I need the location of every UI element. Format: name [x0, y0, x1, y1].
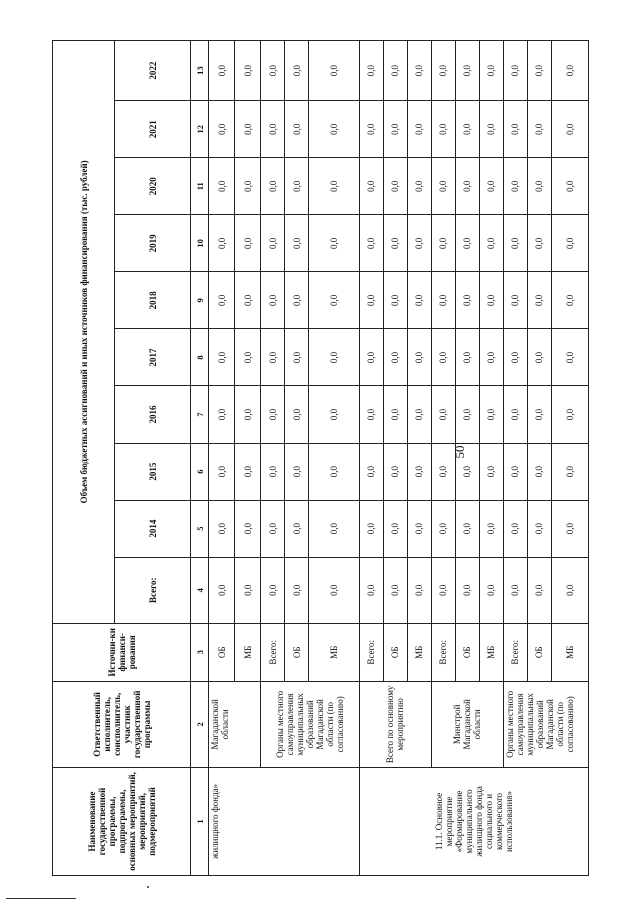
- column-number: 1: [191, 767, 209, 875]
- value-cell: 0,0: [309, 443, 359, 500]
- value-cell: 0,0: [527, 41, 551, 101]
- value-cell: 0,0: [527, 215, 551, 272]
- activity-name-cell: 11.1. Основное мероприятие «Формирование муниципального жилищного фонда социального и коммерческого использования»: [359, 767, 588, 875]
- value-cell: 0,0: [309, 215, 359, 272]
- responsible-cell: Магаданской области: [209, 681, 261, 767]
- value-cell: 0,0: [479, 215, 503, 272]
- value-cell: 0,0: [407, 101, 431, 158]
- value-cell: 0,0: [359, 272, 383, 329]
- value-cell: 0,0: [359, 557, 383, 623]
- header-volume-title: Объем бюджетных ассигнований и иных источников финансирования (тыс. рублей): [53, 41, 115, 624]
- value-cell: 0,0: [285, 443, 309, 500]
- value-cell: 0,0: [455, 101, 479, 158]
- value-cell: 0,0: [479, 500, 503, 557]
- table-row: [503, 41, 527, 876]
- source-cell: МБ: [479, 623, 503, 681]
- value-cell: 0,0: [359, 41, 383, 101]
- source-cell: ОБ: [285, 623, 309, 681]
- header-year: 2021: [115, 101, 191, 158]
- column-number: 6: [191, 443, 209, 500]
- value-cell: 0,0: [209, 158, 235, 215]
- column-number: 2: [191, 681, 209, 767]
- source-cell: ОБ: [455, 623, 479, 681]
- value-cell: 0,0: [407, 215, 431, 272]
- rotated-table-container: [52, 40, 589, 876]
- value-cell: 0,0: [407, 557, 431, 623]
- responsible-cell: Органы местного самоуправления муниципальных образований Магаданской области (по согласованию): [261, 681, 359, 767]
- value-cell: 0,0: [431, 158, 455, 215]
- value-cell: 0,0: [527, 386, 551, 443]
- value-cell: 0,0: [383, 557, 407, 623]
- value-cell: 0,0: [527, 329, 551, 386]
- value-cell: 0,0: [359, 329, 383, 386]
- value-cell: 0,0: [261, 557, 285, 623]
- value-cell: 0,0: [285, 272, 309, 329]
- value-cell: 0,0: [551, 101, 588, 158]
- column-number: 10: [191, 215, 209, 272]
- value-cell: 0,0: [407, 158, 431, 215]
- header-year: 2020: [115, 158, 191, 215]
- value-cell: 0,0: [359, 443, 383, 500]
- value-cell: 0,0: [261, 272, 285, 329]
- value-cell: 0,0: [209, 557, 235, 623]
- value-cell: 0,0: [503, 215, 527, 272]
- value-cell: 0,0: [551, 500, 588, 557]
- source-cell: Всего:: [261, 623, 285, 681]
- value-cell: 0,0: [503, 329, 527, 386]
- program-name-cell: жилищного фонда»: [209, 767, 360, 875]
- value-cell: 0,0: [383, 443, 407, 500]
- value-cell: 0,0: [455, 329, 479, 386]
- source-cell: МБ: [235, 623, 261, 681]
- value-cell: 0,0: [309, 500, 359, 557]
- value-cell: 0,0: [285, 215, 309, 272]
- value-cell: 0,0: [359, 158, 383, 215]
- value-cell: 0,0: [455, 215, 479, 272]
- column-number: 7: [191, 386, 209, 443]
- value-cell: 0,0: [431, 443, 455, 500]
- value-cell: 0,0: [309, 158, 359, 215]
- value-cell: 0,0: [431, 41, 455, 101]
- value-cell: 0,0: [383, 500, 407, 557]
- value-cell: 0,0: [479, 386, 503, 443]
- value-cell: 0,0: [235, 329, 261, 386]
- value-cell: 0,0: [527, 158, 551, 215]
- value-cell: 0,0: [503, 272, 527, 329]
- value-cell: 0,0: [261, 101, 285, 158]
- value-cell: 0,0: [261, 386, 285, 443]
- value-cell: 0,0: [309, 101, 359, 158]
- value-cell: 0,0: [431, 386, 455, 443]
- value-cell: 0,0: [235, 386, 261, 443]
- value-cell: 0,0: [285, 557, 309, 623]
- value-cell: 0,0: [527, 500, 551, 557]
- value-cell: 0,0: [551, 41, 588, 101]
- value-cell: 0,0: [209, 500, 235, 557]
- value-cell: 0,0: [479, 272, 503, 329]
- value-cell: 0,0: [551, 557, 588, 623]
- value-cell: 0,0: [261, 215, 285, 272]
- value-cell: 0,0: [407, 272, 431, 329]
- value-cell: 0,0: [235, 272, 261, 329]
- header-year: 2015: [115, 443, 191, 500]
- value-cell: 0,0: [407, 443, 431, 500]
- header-name: Наименование государственной программы, подпрограммы, основных мероприятий, мероприятий, подмероприятий: [53, 767, 191, 875]
- value-cell: 0,0: [235, 101, 261, 158]
- header-year: 2019: [115, 215, 191, 272]
- value-cell: 0,0: [261, 158, 285, 215]
- column-number: 12: [191, 101, 209, 158]
- value-cell: 0,0: [235, 557, 261, 623]
- value-cell: 0,0: [503, 386, 527, 443]
- value-cell: 0,0: [503, 443, 527, 500]
- header-year: 2017: [115, 329, 191, 386]
- value-cell: 0,0: [551, 443, 588, 500]
- header-total: Всего:: [115, 557, 191, 623]
- value-cell: 0,0: [383, 272, 407, 329]
- value-cell: 0,0: [209, 272, 235, 329]
- value-cell: 0,0: [235, 41, 261, 101]
- value-cell: 0,0: [503, 557, 527, 623]
- value-cell: 0,0: [383, 215, 407, 272]
- value-cell: 0,0: [407, 41, 431, 101]
- column-number: 8: [191, 329, 209, 386]
- value-cell: 0,0: [431, 557, 455, 623]
- source-cell: ОБ: [209, 623, 235, 681]
- source-cell: ОБ: [527, 623, 551, 681]
- value-cell: 0,0: [431, 329, 455, 386]
- value-cell: 0,0: [551, 272, 588, 329]
- value-cell: 0,0: [235, 158, 261, 215]
- value-cell: 0,0: [285, 329, 309, 386]
- value-cell: 0,0: [209, 329, 235, 386]
- column-number: 5: [191, 500, 209, 557]
- value-cell: 0,0: [431, 215, 455, 272]
- value-cell: 0,0: [455, 500, 479, 557]
- column-number: 13: [191, 41, 209, 101]
- value-cell: 0,0: [309, 557, 359, 623]
- value-cell: 0,0: [407, 386, 431, 443]
- value-cell: 0,0: [551, 215, 588, 272]
- header-responsible: Ответственный исполнитель, соисполнитель, участник государственной программы: [53, 681, 191, 767]
- value-cell: 0,0: [209, 215, 235, 272]
- value-cell: 0,0: [261, 443, 285, 500]
- value-cell: 0,0: [479, 158, 503, 215]
- column-number: 3: [191, 623, 209, 681]
- page-number: 50: [452, 445, 467, 459]
- value-cell: 0,0: [455, 272, 479, 329]
- value-cell: 0,0: [551, 329, 588, 386]
- value-cell: 0,0: [309, 386, 359, 443]
- value-cell: 0,0: [235, 500, 261, 557]
- value-cell: 0,0: [383, 41, 407, 101]
- value-cell: 0,0: [309, 272, 359, 329]
- responsible-cell: Всего по основному мероприятию: [359, 681, 431, 767]
- value-cell: 0,0: [209, 101, 235, 158]
- value-cell: 0,0: [503, 101, 527, 158]
- source-cell: ОБ: [383, 623, 407, 681]
- value-cell: 0,0: [527, 443, 551, 500]
- source-cell: МБ: [309, 623, 359, 681]
- value-cell: 0,0: [431, 500, 455, 557]
- value-cell: 0,0: [479, 557, 503, 623]
- value-cell: 0,0: [359, 386, 383, 443]
- value-cell: 0,0: [383, 158, 407, 215]
- header-year: 2022: [115, 41, 191, 101]
- header-year: 2014: [115, 500, 191, 557]
- value-cell: 0,0: [309, 41, 359, 101]
- value-cell: 0,0: [285, 386, 309, 443]
- footnote-rule: [6, 898, 76, 899]
- value-cell: 0,0: [359, 215, 383, 272]
- value-cell: 0,0: [527, 272, 551, 329]
- value-cell: 0,0: [455, 557, 479, 623]
- value-cell: 0,0: [209, 386, 235, 443]
- value-cell: 0,0: [527, 557, 551, 623]
- source-cell: МБ: [407, 623, 431, 681]
- column-number: 4: [191, 557, 209, 623]
- responsible-cell: Органы местного самоуправления муниципальных образований Магаданской области (по согласованию): [503, 681, 588, 767]
- column-number: 11: [191, 158, 209, 215]
- source-cell: Всего:: [503, 623, 527, 681]
- value-cell: 0,0: [359, 500, 383, 557]
- value-cell: 0,0: [261, 500, 285, 557]
- financing-table: [52, 40, 589, 876]
- value-cell: 0,0: [503, 158, 527, 215]
- value-cell: 0,0: [455, 158, 479, 215]
- value-cell: 0,0: [285, 41, 309, 101]
- value-cell: 0,0: [503, 41, 527, 101]
- value-cell: 0,0: [209, 41, 235, 101]
- value-cell: 0,0: [285, 158, 309, 215]
- value-cell: 0,0: [235, 443, 261, 500]
- value-cell: 0,0: [503, 500, 527, 557]
- value-cell: 0,0: [551, 158, 588, 215]
- table-row: [261, 41, 285, 876]
- value-cell: 0,0: [383, 329, 407, 386]
- header-year: 2016: [115, 386, 191, 443]
- header-source: Источни-ки финанси-рования: [53, 623, 191, 681]
- column-number: 9: [191, 272, 209, 329]
- value-cell: 0,0: [285, 101, 309, 158]
- value-cell: 0,0: [455, 386, 479, 443]
- value-cell: 0,0: [527, 101, 551, 158]
- value-cell: 0,0: [479, 101, 503, 158]
- header-year: 2018: [115, 272, 191, 329]
- value-cell: 0,0: [285, 500, 309, 557]
- value-cell: 0,0: [431, 272, 455, 329]
- source-cell: Всего:: [359, 623, 383, 681]
- value-cell: 0,0: [479, 41, 503, 101]
- value-cell: 0,0: [479, 329, 503, 386]
- value-cell: 0,0: [359, 101, 383, 158]
- table-row: [209, 41, 235, 876]
- value-cell: 0,0: [309, 329, 359, 386]
- value-cell: 0,0: [431, 101, 455, 158]
- value-cell: 0,0: [407, 500, 431, 557]
- value-cell: 0,0: [209, 443, 235, 500]
- margin-mark: [147, 886, 149, 888]
- responsible-cell: Минстрой Магаданской области: [431, 681, 503, 767]
- value-cell: 0,0: [235, 215, 261, 272]
- table-row: [359, 41, 383, 876]
- value-cell: 0,0: [407, 329, 431, 386]
- value-cell: 0,0: [261, 41, 285, 101]
- value-cell: 0,0: [455, 41, 479, 101]
- table-row: [431, 41, 455, 876]
- value-cell: 0,0: [455, 443, 479, 500]
- value-cell: 0,0: [383, 386, 407, 443]
- source-cell: МБ: [551, 623, 588, 681]
- source-cell: Всего:: [431, 623, 455, 681]
- value-cell: 0,0: [479, 443, 503, 500]
- value-cell: 0,0: [551, 386, 588, 443]
- value-cell: 0,0: [261, 329, 285, 386]
- value-cell: 0,0: [383, 101, 407, 158]
